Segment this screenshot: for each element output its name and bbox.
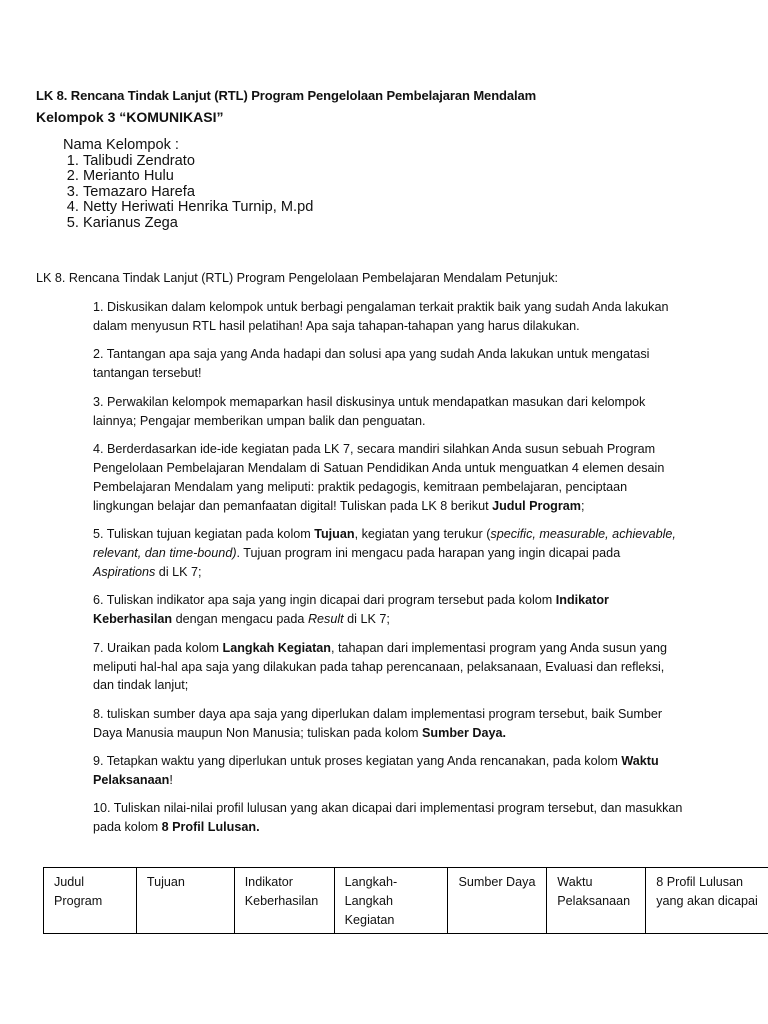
instruction-4: 4. Berderdasarkan ide-ide kegiatan pada LK 7, secara mandiri silahkan Anda susun sebuah Program Pengelolaan Pembelajaran Mendalam di Satuan Pendidikan Anda untuk menguatkan 4 elemen desain Pembelajaran Mendalam yang meliputi: praktik pedagogis, kemitraan pembelajaran, penciptaan lingkungan belajar dan pemanfaatan digital! Tuliskan pada LK 8 berikut Judul Program; xyxy=(93,441,665,513)
instructions-intro: LK 8. Rencana Tindak Lanjut (RTL) Program Pengelolaan Pembelajaran Mendalam Petunjuk: xyxy=(36,271,559,285)
keyword-indikator: Indikator Keberhasilan xyxy=(93,593,609,627)
table-header-row xyxy=(44,868,768,934)
keyword-profil: 8 Profil Lulusan. xyxy=(161,820,260,835)
column-header: Indikator Keberhasilan xyxy=(234,868,334,934)
column-header: Waktu Pelaksanaan xyxy=(547,868,646,934)
keyword-langkah: Langkah Kegiatan xyxy=(222,640,331,655)
keyword-waktu: Waktu Pelaksanaan xyxy=(93,754,659,788)
instruction-3: 3. Perwakilan kelompok memaparkan hasil diskusinya untuk mendapatkan masukan dari kelompok lainnya; Pengajar memberikan umpan balik dan penguatan. xyxy=(93,394,646,428)
instruction-6: 6. Tuliskan indikator apa saja yang ingin dicapai dari program tersebut pada kolom Indikator Keberhasilan dengan mengacu pada Result di LK 7; xyxy=(93,593,609,627)
instruction-8: 8. tuliskan sumber daya apa saja yang diperlukan dalam implementasi program tersebut, baik Sumber Daya Manusia maupun Non Manusia; tuliskan pada kolom Sumber Daya. xyxy=(93,706,663,740)
instruction-7: 7. Uraikan pada kolom Langkah Kegiatan, tahapan dari implementasi program yang Anda susun yang meliputi hal-hal apa saja yang dilakukan pada tahap perencanaan, pelaksanaan, Evaluasi dan refleksi, dan tindak lanjut; xyxy=(93,640,668,693)
member-item: 4. Netty Heriwati Henrika Turnip, M.pd xyxy=(83,200,313,216)
document-title: LK 8. Rencana Tindak Lanjut (RTL) Program Pengelolaan Pembelajaran Mendalam xyxy=(36,88,537,103)
member-item: 3. Temazaro Harefa xyxy=(83,185,313,201)
column-header: Langkah-Langkah Kegiatan xyxy=(334,868,448,934)
instruction-9: 9. Tetapkan waktu yang diperlukan untuk proses kegiatan yang Anda rencanakan, pada kolom Waktu Pelaksanaan! xyxy=(93,754,659,788)
member-list xyxy=(63,138,313,232)
rtl-table xyxy=(43,867,768,934)
instruction-5: 5. Tuliskan tujuan kegiatan pada kolom Tujuan, kegiatan yang terukur (specific, measurable, achievable, relevant, dan time-bound). Tujuan program ini mengacu pada harapan yang ingin dicapai pada Aspirations di LK 7; xyxy=(93,527,676,579)
column-header: Sumber Daya xyxy=(448,868,547,934)
member-item: 2. Merianto Hulu xyxy=(83,169,313,185)
keyword-tujuan: Tujuan xyxy=(314,527,355,542)
column-header: 8 Profil Lulusan yang akan dicapai xyxy=(646,868,768,934)
group-title: Kelompok 3 “KOMUNIKASI” xyxy=(36,109,224,125)
member-list-heading: Nama Kelompok : xyxy=(63,137,179,153)
member-item: 1. Talibudi Zendrato xyxy=(83,154,313,170)
instruction-10: 10. Tuliskan nilai-nilai profil lulusan yang akan dicapai dari implementasi program tersebut, dan masukkan pada kolom 8 Profil Lulusan. xyxy=(93,801,683,835)
keyword-sumber-daya: Sumber Daya. xyxy=(422,725,507,740)
member-item: 5. Karianus Zega xyxy=(83,216,313,232)
column-header: Tujuan xyxy=(136,868,234,934)
instruction-1: 1. Diskusikan dalam kelompok untuk berbagi pengalaman terkait praktik baik yang sudah Anda lakukan dalam menyusun RTL hasil pelatihan! Apa saja tahapan-tahapan yang harus dilakukan. xyxy=(93,300,669,333)
column-header: Judul Program xyxy=(44,868,137,934)
instruction-2: 2. Tantangan apa saja yang Anda hadapi dan solusi apa yang sudah Anda lakukan untuk mengatasi tantangan tersebut! xyxy=(93,347,650,381)
instruction-list xyxy=(93,298,683,847)
keyword-judul-program: Judul Program xyxy=(492,498,581,513)
